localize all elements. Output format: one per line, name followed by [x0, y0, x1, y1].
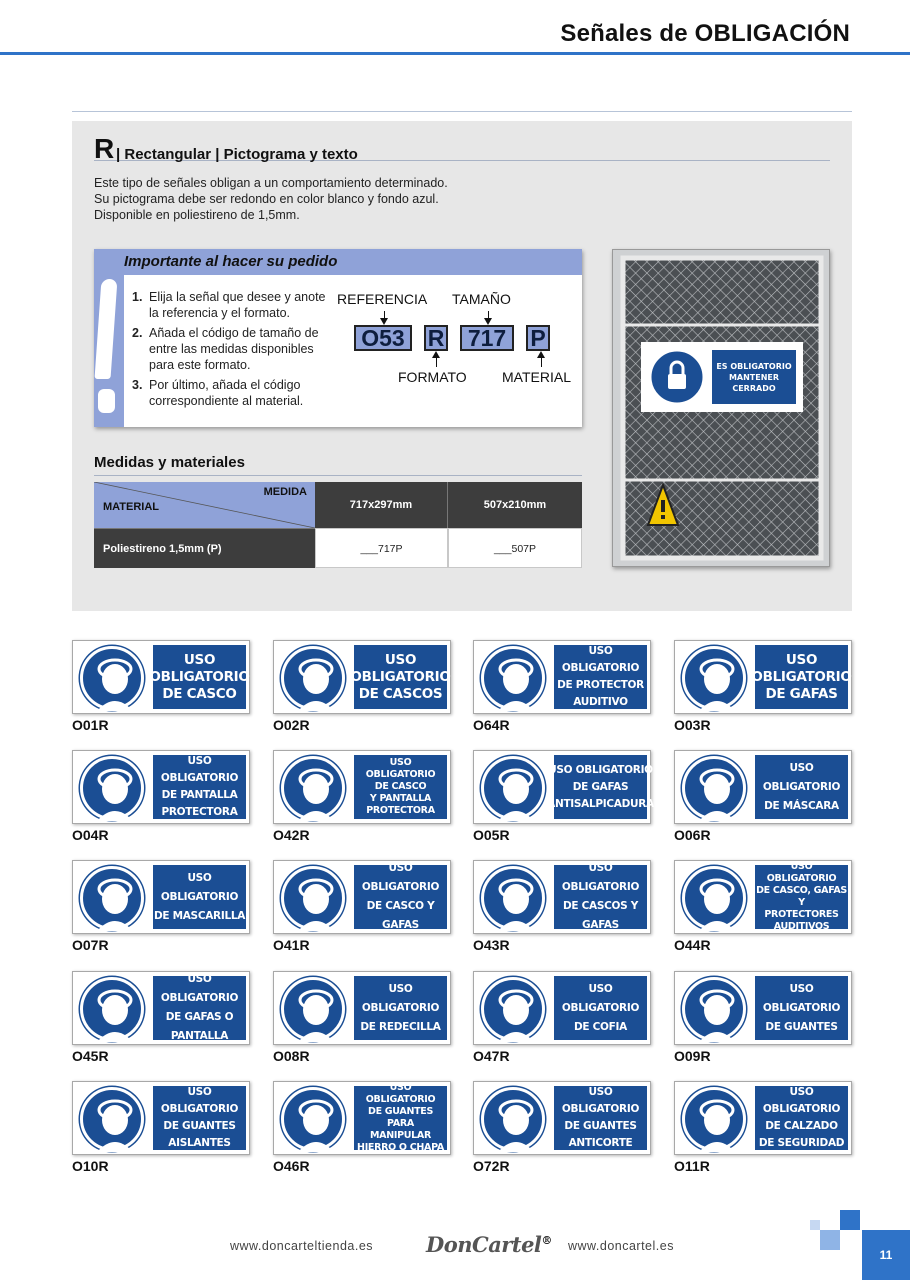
- sign-code: O47R: [473, 1048, 510, 1064]
- step-number: 1.: [132, 290, 143, 304]
- pictogram-figure: [284, 649, 348, 713]
- sign-item[interactable]: [473, 1081, 653, 1177]
- sign-text-line: DE GUANTES: [765, 1020, 838, 1033]
- sign-image: [674, 1081, 852, 1155]
- sign-text-line: AISLANTES: [168, 1137, 231, 1149]
- safety-goggles-icon: [481, 756, 545, 820]
- code-material: P: [526, 325, 550, 351]
- sign-text-line: USO OBLIGATORIO: [361, 982, 440, 1014]
- sign-text-line: USO OBLIGATORIO: [762, 761, 841, 793]
- sign-text-line: USO OBLIGATORIO: [762, 1086, 841, 1115]
- sign-code: O42R: [273, 827, 310, 843]
- sign-item[interactable]: [72, 640, 252, 736]
- step-line: la referencia y el formato.: [149, 306, 291, 320]
- sign-text: [755, 976, 848, 1040]
- goggles-icon: [682, 646, 746, 710]
- sign-text-line: USO OBLIGATORIO: [365, 1082, 436, 1105]
- step-line: entre las medidas disponibles: [149, 342, 314, 356]
- format-heading: [94, 129, 830, 164]
- sign-text-line: USO OBLIGATORIO: [561, 862, 640, 893]
- photo-sign-text: [712, 350, 796, 404]
- sign-text: [354, 862, 447, 931]
- example-photo: [612, 249, 830, 567]
- sign-text-line: USO OBLIGATORIO: [548, 763, 653, 776]
- sign-text-line: DE COFIA: [574, 1020, 627, 1033]
- sign-text: [554, 976, 647, 1040]
- step-line: Por último, añada el código: [149, 378, 301, 392]
- sign-text-line: DE MÁSCARA: [764, 799, 839, 812]
- step-line: Añada el código de tamaño de: [149, 326, 319, 340]
- safety-boot-icon: [682, 1087, 746, 1151]
- sign-text: [149, 645, 250, 709]
- sign-text-line: USO: [785, 651, 818, 668]
- sign-image: [273, 640, 451, 714]
- sign-text-line: USO OBLIGATORIO: [766, 861, 837, 884]
- pictogram-figure: [484, 649, 548, 713]
- sign-item[interactable]: [674, 860, 854, 956]
- decor-square: [820, 1230, 840, 1250]
- sign-text: [554, 1086, 647, 1150]
- sign-text: [755, 861, 848, 932]
- sign-image: [473, 971, 651, 1045]
- sign-text-line: DE CASCOS: [358, 685, 443, 702]
- sign-image: [72, 1081, 250, 1155]
- column-header: 507x210mm: [448, 482, 582, 528]
- sign-text-line: OBLIGATORIO: [350, 668, 451, 685]
- sign-code: O07R: [72, 937, 109, 953]
- sign-image: [273, 1081, 451, 1155]
- sign-image: [674, 640, 852, 714]
- sign-text-line: USO OBLIGATORIO: [561, 1086, 640, 1115]
- measures-table: [94, 482, 582, 568]
- sign-code: O41R: [273, 937, 310, 953]
- table-corner-cell: [94, 482, 315, 528]
- decor-square: [810, 1220, 820, 1230]
- sign-text-line: USO OBLIGATORIO: [361, 862, 440, 893]
- arrow-down-icon: [488, 311, 489, 323]
- sign-text-line: USO: [384, 651, 417, 668]
- sign-code: O11R: [674, 1158, 710, 1174]
- sign-item[interactable]: [473, 640, 653, 736]
- step-line: para este formato.: [149, 358, 251, 372]
- sign-item[interactable]: [72, 971, 252, 1067]
- sign-item[interactable]: [674, 750, 854, 846]
- ear-defenders-icon: [281, 646, 345, 710]
- sign-text-line: OBLIGATORIO: [751, 668, 852, 685]
- sign-text: [153, 865, 246, 929]
- cap-icon: [481, 977, 545, 1041]
- sign-item[interactable]: [473, 971, 653, 1067]
- panel-rule: [72, 111, 852, 112]
- sign-item[interactable]: [273, 971, 453, 1067]
- sign-item[interactable]: [72, 860, 252, 956]
- sign-text: [153, 973, 246, 1042]
- corner-medida: MEDIDA: [263, 486, 307, 498]
- earmuffs-goggles-icon: [481, 866, 545, 930]
- sign-text-line: DE PANTALLA: [161, 789, 238, 801]
- sign-text-line: USO OBLIGATORIO: [160, 973, 239, 1004]
- sign-text: [755, 755, 848, 819]
- arrow-down-icon: [384, 311, 385, 323]
- pictogram-figure: [83, 980, 147, 1044]
- sign-item[interactable]: [273, 640, 453, 736]
- sign-text-line: USO OBLIGATORIO: [160, 871, 239, 903]
- sign-text: [354, 1082, 447, 1153]
- sign-image: [674, 860, 852, 934]
- sign-text: [751, 645, 852, 709]
- face-shield-icon: [80, 756, 144, 820]
- pictogram-figure: [83, 869, 147, 933]
- page-title: Señales de OBLIGACIÓN: [560, 20, 850, 47]
- pictogram-figure: [284, 869, 348, 933]
- sign-text-line: DE SEGURIDAD: [758, 1137, 845, 1149]
- sign-text-line: ANTICORTE: [568, 1137, 633, 1149]
- sign-text: [350, 645, 451, 709]
- sign-text-line: PROTECTORA: [366, 805, 435, 816]
- sign-text-line: DE CALZADO: [765, 1120, 838, 1132]
- order-step: [132, 289, 332, 321]
- exclamation-icon: [95, 279, 118, 379]
- step-line: correspondiente al material.: [149, 394, 304, 408]
- format-letter: R: [94, 133, 115, 164]
- code-size: 717: [460, 325, 514, 351]
- sign-image: [72, 750, 250, 824]
- sign-text-line: DE CASCO, GAFAS Y: [756, 885, 847, 908]
- sign-image: [72, 971, 250, 1045]
- exclamation-stripe: [94, 249, 124, 427]
- arrow-up-icon: [436, 353, 437, 367]
- sign-text-line: HIERRO O CHAPA: [357, 1142, 444, 1153]
- arrow-up-icon: [541, 353, 542, 367]
- label-tamano: TAMAÑO: [452, 291, 511, 307]
- sign-text-line: Y PANTALLA: [369, 793, 432, 804]
- helmet-icon: [80, 646, 144, 710]
- sign-text-line: DE CASCO Y GAFAS: [366, 900, 435, 931]
- description-line: Su pictograma debe ser redondo en color blanco y fondo azul.: [94, 192, 439, 206]
- sign-code: O06R: [674, 827, 711, 843]
- sign-image: [72, 860, 250, 934]
- label-referencia: REFERENCIA: [337, 291, 428, 307]
- sign-text: [153, 755, 246, 819]
- sign-code: O64R: [473, 717, 510, 733]
- sign-code: O05R: [473, 827, 510, 843]
- sign-image: [273, 971, 451, 1045]
- sign-code: O02R: [273, 717, 310, 733]
- sign-text-line: DE CASCO: [162, 685, 237, 702]
- format-description: [94, 175, 514, 223]
- sign-text-line: DE GUANTES: [163, 1120, 236, 1132]
- sign-item[interactable]: [674, 971, 854, 1067]
- sign-code: O03R: [674, 717, 711, 733]
- ear-protector-icon: [481, 646, 545, 710]
- sign-item[interactable]: [273, 750, 453, 846]
- photo-sign-line: MANTENER CERRADO: [728, 372, 780, 393]
- sign-text-line: USO: [183, 651, 216, 668]
- cut-resistant-gloves-icon: [481, 1087, 545, 1151]
- sign-item[interactable]: [473, 750, 653, 846]
- order-header: [94, 249, 582, 275]
- sign-text-line: ANTISALPICADURA: [547, 797, 654, 810]
- format-subtitle: | Rectangular | Pictograma y texto: [116, 146, 358, 163]
- pictogram-figure: [484, 980, 548, 1044]
- sign-text: [554, 645, 647, 709]
- code-reference: O53: [354, 325, 412, 351]
- sign-image: [674, 750, 852, 824]
- measures-title: Medidas y materiales: [94, 454, 582, 476]
- sign-code: O09R: [674, 1048, 711, 1064]
- sign-code: O44R: [674, 937, 711, 953]
- sign-image: [273, 860, 451, 934]
- sign-image: [473, 750, 654, 824]
- column-header: 717x297mm: [315, 482, 448, 528]
- photo-sign-line: ES OBLIGATORIO: [716, 361, 792, 371]
- sign-text-line: DE PROTECTOR: [557, 679, 644, 691]
- signs-grid: [72, 640, 852, 1180]
- sign-text-line: DE REDECILLA: [360, 1020, 441, 1033]
- pictogram-figure: [685, 869, 749, 933]
- sign-code: O08R: [273, 1048, 310, 1064]
- sign-text-line: USO OBLIGATORIO: [365, 757, 436, 780]
- order-steps: [132, 289, 332, 413]
- pictogram-figure: [83, 649, 147, 713]
- gas-mask-icon: [682, 756, 746, 820]
- pictogram-figure: [685, 759, 749, 823]
- pictogram-figure: [83, 1090, 147, 1154]
- step-line: Elija la señal que desee y anote: [149, 290, 326, 304]
- pictogram-figure: [284, 759, 348, 823]
- sign-text: [354, 755, 447, 819]
- exclamation-dot: [98, 389, 115, 413]
- step-number: 2.: [132, 326, 143, 340]
- table-cell: ___507P: [448, 528, 582, 568]
- sign-text-line: USO OBLIGATORIO: [561, 982, 640, 1014]
- helmet-shield-icon: [281, 756, 345, 820]
- page-number: 11: [862, 1230, 910, 1280]
- order-step: [132, 325, 332, 373]
- full-head-protection-icon: [682, 866, 746, 930]
- sign-code: O72R: [473, 1158, 510, 1174]
- sign-text-line: PROTECTORA: [161, 806, 238, 818]
- order-title: Importante al hacer su pedido: [124, 253, 338, 270]
- gloves-icon: [682, 977, 746, 1041]
- sign-text: [354, 976, 447, 1040]
- sign-text-line: DE CASCO: [374, 781, 427, 792]
- sign-text-line: MANIPULAR: [370, 1130, 431, 1141]
- sign-code: O43R: [473, 937, 510, 953]
- sign-text-line: OBLIGATORIO: [149, 668, 250, 685]
- format-panel: [72, 121, 852, 611]
- step-number: 3.: [132, 378, 143, 392]
- sign-item[interactable]: [674, 640, 854, 736]
- sign-code: O45R: [72, 1048, 109, 1064]
- sign-item[interactable]: [473, 860, 653, 956]
- sign-text-line: USO OBLIGATORIO: [561, 645, 640, 674]
- sign-code: O01R: [72, 717, 109, 733]
- description-line: Este tipo de señales obligan a un comportamiento determinado.: [94, 176, 448, 190]
- code-example: [334, 285, 579, 395]
- title-rule: [0, 52, 910, 55]
- decor-square: [840, 1210, 860, 1230]
- order-instructions-box: [94, 249, 582, 427]
- sign-text-line: PROTECTORES: [764, 909, 839, 920]
- sign-image: [72, 640, 250, 714]
- row-header: Poliestireno 1,5mm (P): [94, 528, 315, 568]
- insulating-gloves-icon: [80, 1087, 144, 1151]
- sign-text-line: DE GAFAS O PANTALLA: [165, 1011, 234, 1042]
- sign-image: [273, 750, 451, 824]
- hairnet-icon: [281, 977, 345, 1041]
- label-formato: FORMATO: [398, 369, 467, 385]
- dust-mask-icon: [80, 866, 144, 930]
- footer-shop-url[interactable]: www.doncarteltienda.es: [230, 1239, 374, 1253]
- goggles-or-shield-icon: [80, 977, 144, 1041]
- pictogram-figure: [83, 759, 147, 823]
- sign-image: [473, 1081, 651, 1155]
- sign-text-line: DE CASCOS Y GAFAS: [562, 900, 639, 931]
- sign-text-line: AUDITIVOS: [773, 921, 830, 932]
- sign-item[interactable]: [674, 1081, 854, 1177]
- pictogram-figure: [685, 1090, 749, 1154]
- corner-material: MATERIAL: [103, 501, 160, 513]
- sign-item[interactable]: [273, 1081, 453, 1177]
- sign-text-line: DE GAFAS: [765, 685, 838, 702]
- sign-text-line: DE GUANTES PARA: [367, 1106, 434, 1129]
- sign-item[interactable]: [273, 860, 453, 956]
- sign-image: [674, 971, 852, 1045]
- helmet-goggles-icon: [281, 866, 345, 930]
- sign-text: [755, 1086, 848, 1150]
- sign-text-line: USO OBLIGATORIO: [160, 1086, 239, 1115]
- sign-text-line: DE GAFAS: [572, 780, 629, 793]
- sign-text: [153, 1086, 246, 1150]
- metal-gloves-icon: [281, 1087, 345, 1151]
- sign-text: [554, 862, 647, 931]
- footer-logo: [426, 1232, 552, 1257]
- label-material: MATERIAL: [502, 369, 571, 385]
- sign-image: [473, 860, 651, 934]
- pictogram-figure: [484, 869, 548, 933]
- sign-text: [547, 755, 654, 819]
- sign-code: O46R: [273, 1158, 310, 1174]
- footer-site-url[interactable]: www.doncartel.es: [568, 1239, 674, 1253]
- description-line: Disponible en poliestireno de 1,5mm.: [94, 208, 300, 222]
- sign-text-line: AUDITIVO: [573, 696, 628, 708]
- code-format: R: [424, 325, 448, 351]
- sign-text-line: DE GUANTES: [564, 1120, 637, 1132]
- pictogram-figure: [484, 1090, 548, 1154]
- sign-code: O10R: [72, 1158, 109, 1174]
- pictogram-figure: [284, 980, 348, 1044]
- logo-text: DonCartel: [426, 1232, 542, 1257]
- sign-text-line: USO OBLIGATORIO: [762, 982, 841, 1014]
- pictogram-figure: [685, 980, 749, 1044]
- sign-code: O04R: [72, 827, 109, 843]
- sign-item[interactable]: [72, 1081, 252, 1177]
- registered-mark: ®: [541, 1234, 552, 1247]
- sign-item[interactable]: [72, 750, 252, 846]
- sign-text-line: DE MASCARILLA: [153, 909, 246, 922]
- pictogram-figure: [685, 649, 749, 713]
- sign-image: [473, 640, 651, 714]
- order-step: [132, 377, 332, 409]
- table-cell: ___717P: [315, 528, 448, 568]
- pictogram-figure: [484, 759, 548, 823]
- pictogram-figure: [284, 1090, 348, 1154]
- sign-text-line: USO OBLIGATORIO: [160, 755, 239, 784]
